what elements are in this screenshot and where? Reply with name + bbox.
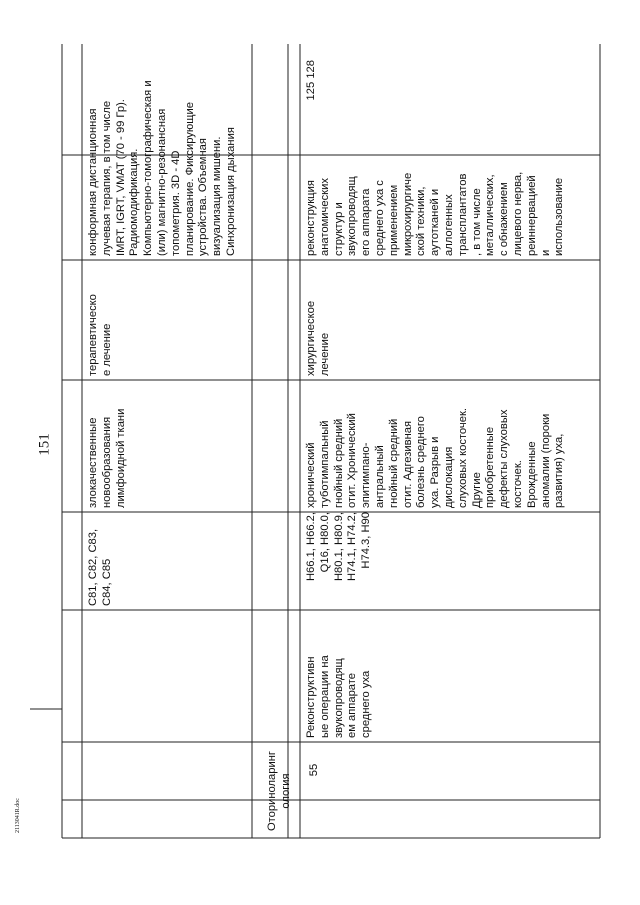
cell-55-number: 55 xyxy=(308,763,320,777)
cell-55-cost: 125 128 xyxy=(305,60,317,101)
cell-55-disease: хронический туботимпальный гнойный средний отит. Хронический эпитимпано- антральный гнойный средний отит. Адгезивная болезнь среднего уха. Разрыв и дислокация слуховых косточек. Другие приобретенные дефекты слуховых косточек. Врожденные аномалии (пороки развития) уха, xyxy=(305,408,566,508)
cell-55-treatment-type: хирургическое лечение xyxy=(305,300,331,376)
cell-prev-method: конформная дистанционная лучевая терапия, в том числе IMRT, IGRT, VMAT (70 - 99 Гр). Радиомодификация. Компьютерно-томографическая и (или) магнитно-резонансная топометрия. 3D - 4D планирование. Фиксирующие устройства. Объемная визуализация мишени. Синхронизация дыхания xyxy=(87,80,237,256)
page-number: 151 xyxy=(36,433,53,456)
cell-prev-treatment-type: терапевтическо е лечение xyxy=(87,294,113,376)
footer-filename: 2113041R.doc xyxy=(15,798,21,833)
cell-prev-icd-codes: C81, C82, C83, C84, C85 xyxy=(87,528,113,606)
cell-55-icd-codes: H66.1, H66.2, Q16, H80.0, H80.1, H80.9, H74.1, H74.2, H74.3, H90 xyxy=(305,512,373,582)
cell-prev-disease: злокачественные новообразования лимфоидной ткани xyxy=(87,408,127,508)
cell-55-method: реконструкция анатомических структур и звукопроводящ его аппарата среднего уха с применением микрохирургиче ской техники, аутотканей и аллогенных трансплантатов , в том числе металлических, с обнажением лицевого нерва, реиннервацией и использование xyxy=(305,171,566,256)
section-profile: Оториноларинг ология xyxy=(266,750,292,832)
cell-55-name: Реконструктивн ые операции на звукопроводящ ем аппарате среднего уха xyxy=(305,655,373,738)
